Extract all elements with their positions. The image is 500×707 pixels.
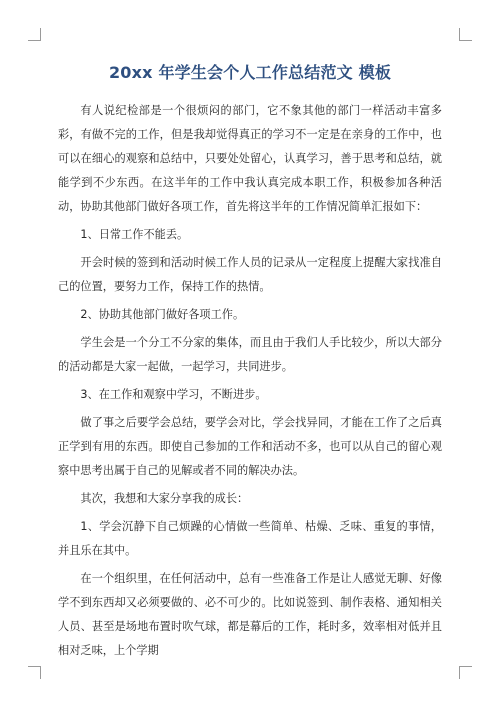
document-title: 20xx 年学生会个人工作总结范文 模板 <box>108 63 392 82</box>
page-corner-mark-bottom-right <box>459 666 472 679</box>
page-corner-mark-top-left <box>28 28 41 41</box>
page-corner-mark-bottom-left <box>28 666 41 679</box>
body-paragraph: 学生会是一个分工不分家的集体，而且由于我们人手比较少，所以大部分的活动都是大家一起做，一起学习，共同进步。 <box>58 336 442 373</box>
body-paragraph: 在一个组织里，在任何活动中，总有一些准备工作是让人感觉无聊、好像学不到东西却又必须要做的、必不可少的。比如说签到、制作表格、通知相关人员、甚至是场地布置时吹气球，都是幕后的工作，耗时多，效率相对低并且相对乏味，上个学期 <box>58 572 442 657</box>
section-heading-daily-work: 1、日常工作不能丢。 <box>80 228 189 241</box>
body-paragraph: 其次，我想和大家分享我的成长： <box>80 492 249 505</box>
section-heading-assist-departments: 2、协助其他部门做好各项工作。 <box>80 308 245 321</box>
section-heading-learn-and-progress: 3、在工作和观察中学习，不断进步。 <box>80 388 267 401</box>
page-corner-mark-top-right <box>459 28 472 41</box>
body-paragraph: 开会时候的签到和活动时候工作人员的记录从一定程度上提醒大家找准自己的位置，要努力工作，保持工作的热情。 <box>58 256 442 293</box>
document-body <box>58 99 442 667</box>
body-paragraph: 做了事之后要学会总结，要学会对比，学会找异同，才能在工作了之后真正学到有用的东西。即使自己参加的工作和活动不多，也可以从自己的留心观察中思考出属于自己的见解或者不同的解决办法。 <box>58 416 442 477</box>
intro-paragraph: 有人说纪检部是一个很烦闷的部门，它不象其他的部门一样活动丰富多彩，有做不完的工作，但是我却觉得真正的学习不一定是在亲身的工作中，也可以在细心的观察和总结中，只要处处留心，认真学习，善于思考和总结，就能学到不少东西。在这半年的工作中我认真完成本职工作，积极参加各种活动，协助其他部门做好各项工作，首先将这半年的工作情况简单汇报如下： <box>58 104 442 213</box>
section-heading-growth: 1、学会沉静下自己烦躁的心情做一些简单、枯燥、乏味、重复的事情，并且乐在其中。 <box>58 520 442 557</box>
